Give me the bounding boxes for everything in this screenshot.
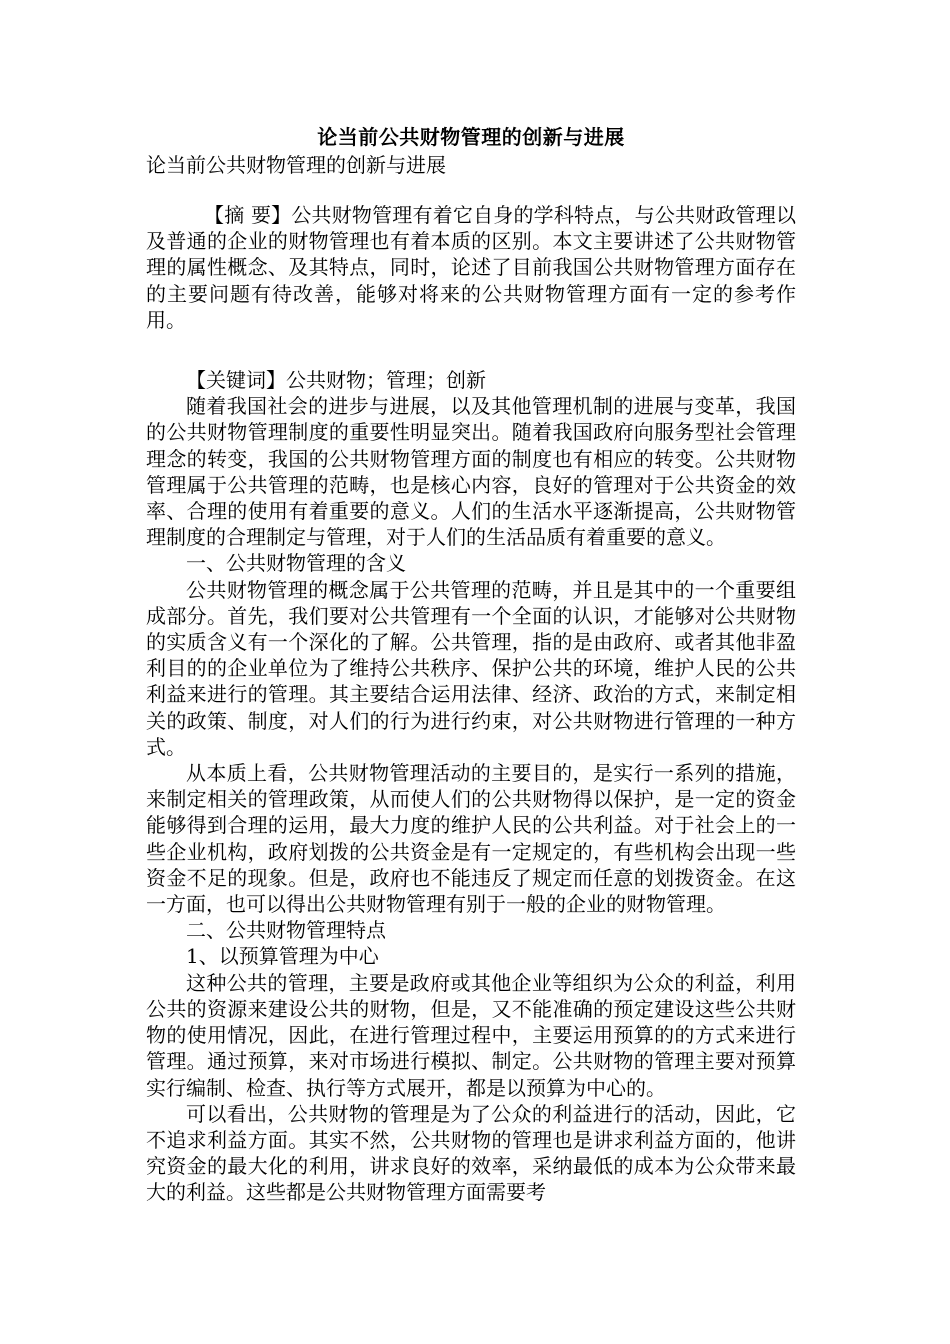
section2-paragraph-1: 这种公共的管理，主要是政府或其他企业等组织为公众的利益，利用公共的资源来建设公共的财物，但是，又不能准确的预定建设这些公共财物的使用情况，因此，在进行管理过程中，主要运用预算的的方式来进行管理。通过预算，来对市场进行模拟、制定。公共财物的管理主要对预算实行编制、检查、执行等方式展开，都是以预算为中心的。	[146, 970, 796, 1100]
keywords-line: 【关键词】公共财物；管理；创新	[186, 368, 486, 393]
abstract-paragraph: 【摘 要】公共财物管理有着它自身的学科特点，与公共财政管理以及普通的企业的财物管理也有着本质的区别。本文主要讲述了公共财物管理的属性概念、及其特点，同时，论述了目前我国公共财物管理方面存在的主要问题有待改善，能够对将来的公共财物管理方面有一定的参考作用。	[146, 203, 796, 332]
subsection-heading-1: 1、以预算管理为中心	[186, 944, 379, 969]
document-body	[146, 122, 796, 1206]
section1-paragraph-2: 从本质上看，公共财物管理活动的主要目的，是实行一系列的措施，来制定相关的管理政策，从而使人们的公共财物得以保护，是一定的资金能够得到合理的运用，最大力度的维护人民的公共利益。对于社会上的一些企业机构，政府划拨的公共资金是有一定规定的，有些机构会出现一些资金不足的现象。但是，政府也不能违反了规定而任意的划拨资金。在这一方面，也可以得出公共财物管理有别于一般的企业的财物管理。	[146, 761, 796, 917]
document-title: 论当前公共财物管理的创新与进展	[317, 125, 625, 149]
section2-paragraph-2: 可以看出，公共财物的管理是为了公众的利益进行的活动，因此，它不追求利益方面。其实不然，公共财物的管理也是讲求利益方面的，他讲究资金的最大化的利用，讲求良好的效率，采纳最低的成本为公众带来最大的利益。这些都是公共财物管理方面需要考	[146, 1101, 796, 1205]
section1-paragraph-1: 公共财物管理的概念属于公共管理的范畴，并且是其中的一个重要组成部分。首先，我们要对公共管理有一个全面的认识，才能够对公共财物的实质含义有一个深化的了解。公共管理，指的是由政府、或者其他非盈利目的的企业单位为了维持公共秩序、保护公共的环境，维护人民的公共利益来进行的管理。其主要结合运用法律、经济、政治的方式，来制定相关的政策、制度，对人们的行为进行约束，对公共财物进行管理的一种方式。	[146, 577, 796, 759]
intro-paragraph: 随着我国社会的进步与进展，以及其他管理机制的进展与变革，我国的公共财物管理制度的重要性明显突出。随着我国政府向服务型社会管理理念的转变，我国的公共财物管理方面的制度也有相应的转变。公共财物管理属于公共管理的范畴，也是核心内容，良好的管理对于公共资金的效率、合理的使用有着重要的意义。人们的生活水平逐渐提高，公共财物管理制度的合理制定与管理，对于人们的生活品质有着重要的意义。	[146, 394, 796, 550]
section-heading-1: 一、公共财物管理的含义	[186, 551, 406, 576]
document-subtitle: 论当前公共财物管理的创新与进展	[146, 153, 446, 177]
section-heading-2: 二、公共财物管理特点	[186, 918, 386, 943]
